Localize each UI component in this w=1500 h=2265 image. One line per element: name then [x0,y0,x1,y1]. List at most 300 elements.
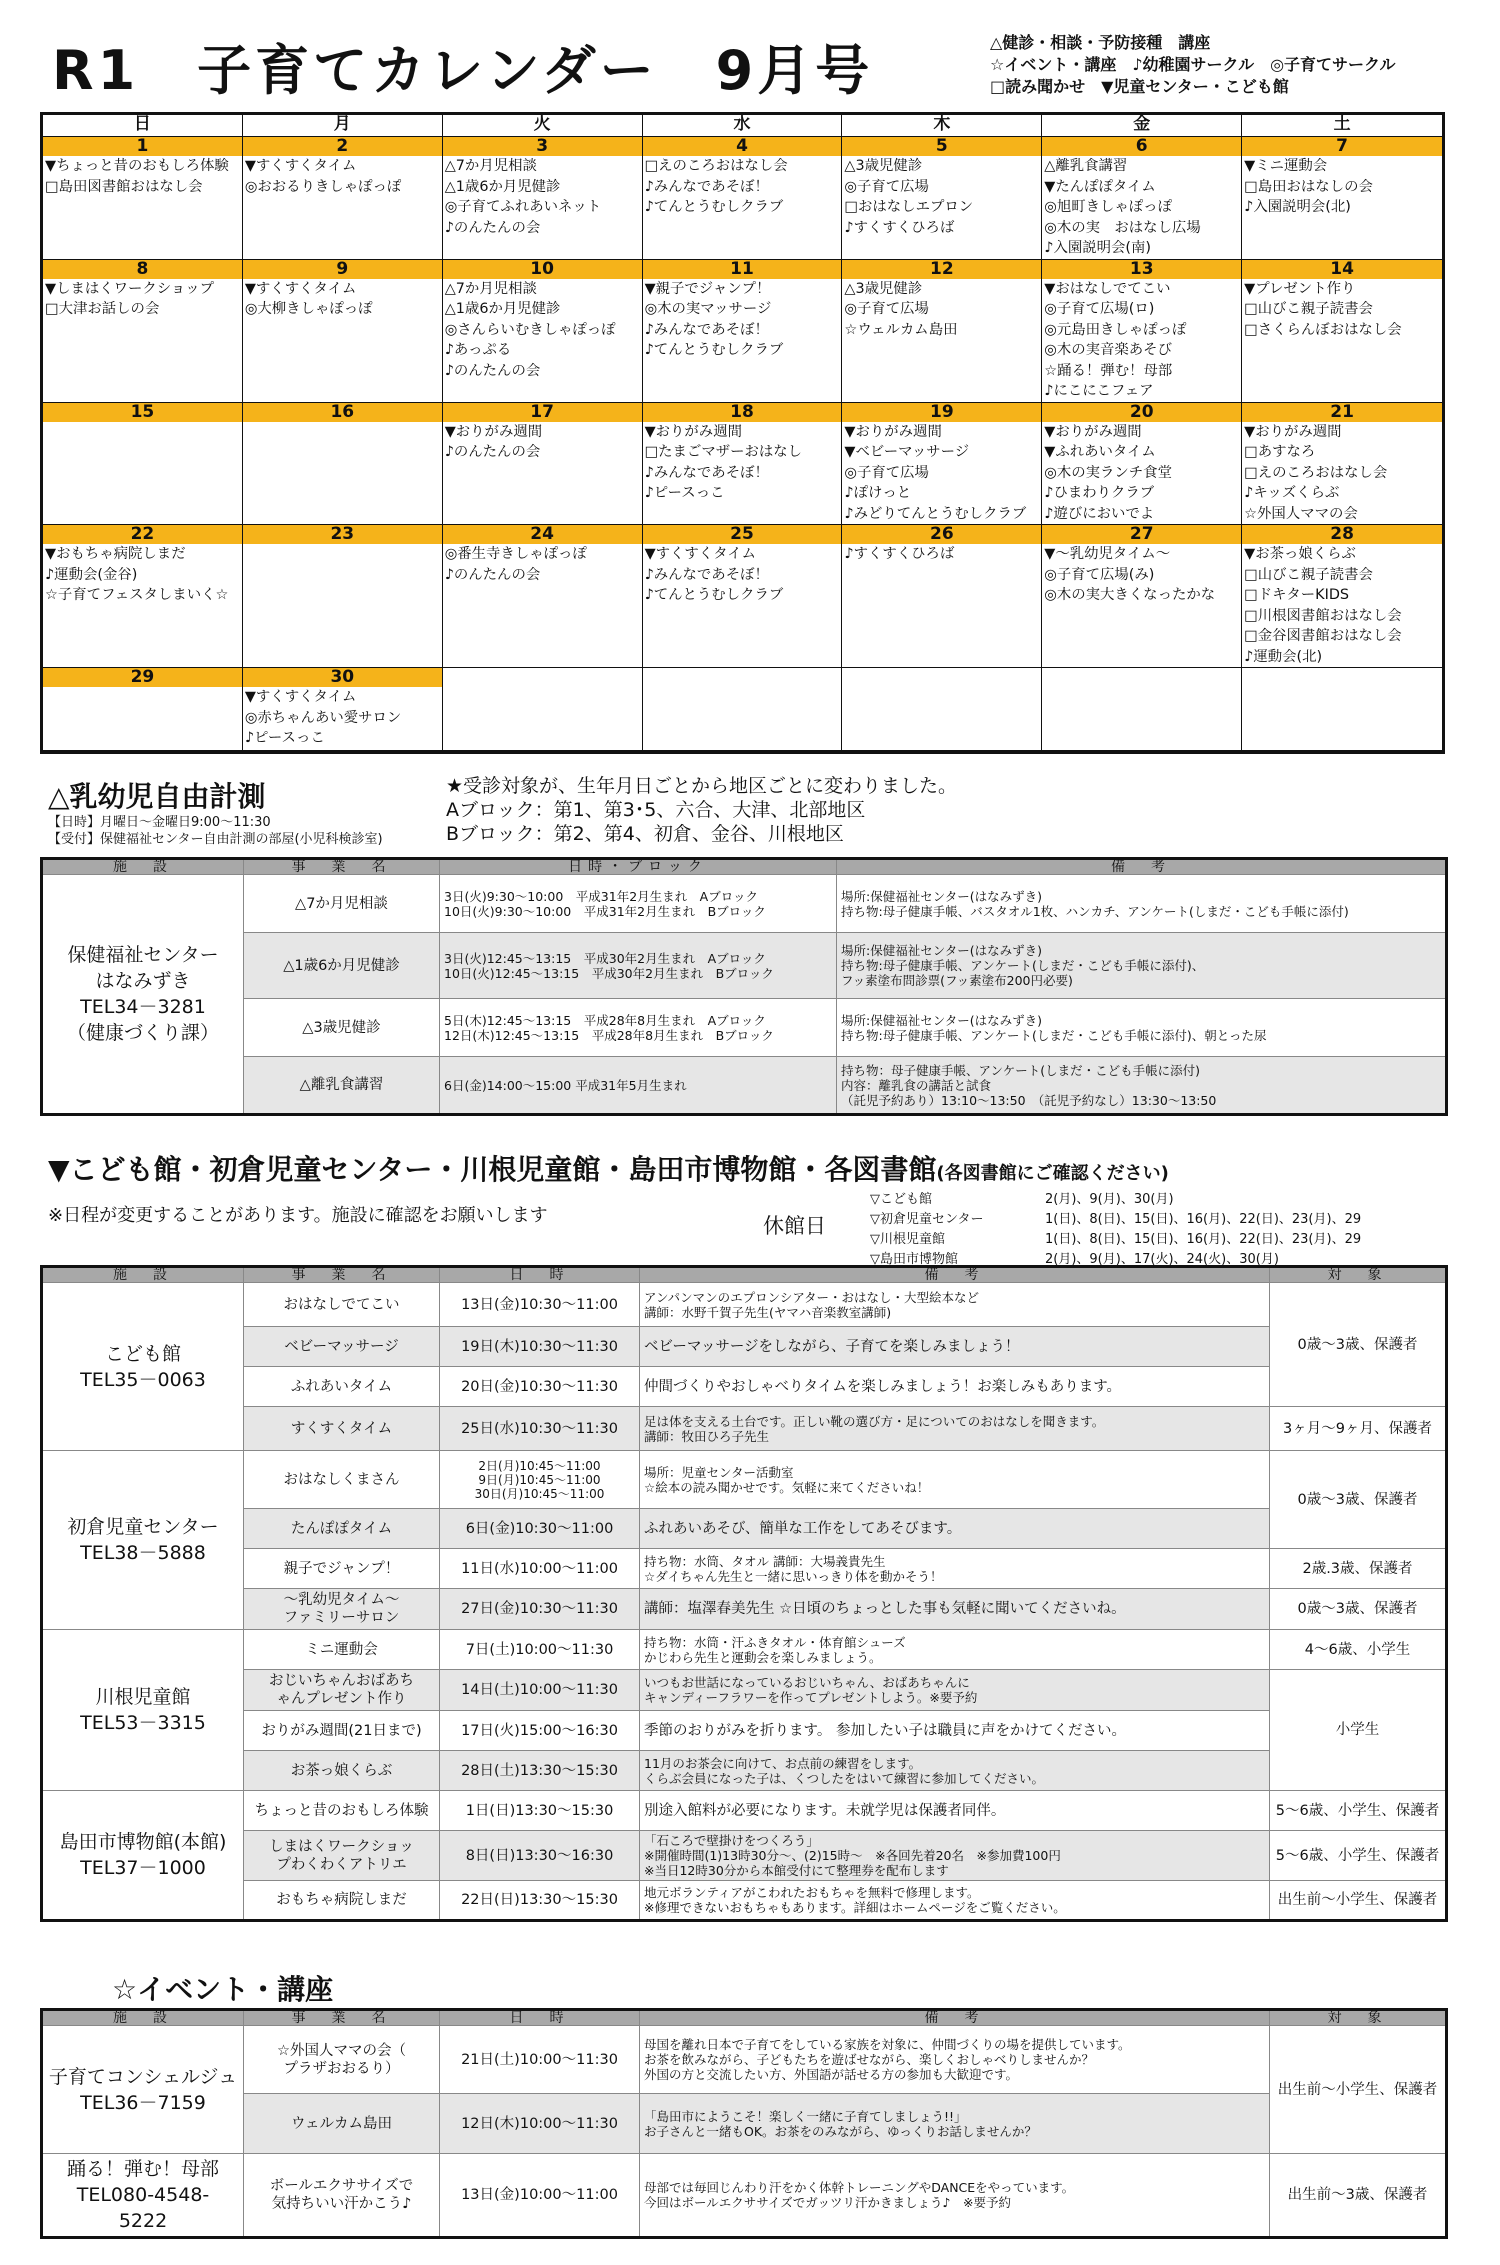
day-number: 9 [243,260,442,279]
target-cell: 0歳～3歳、保護者 [1270,1451,1447,1549]
closed-dates: 1(日)、8(日)、15(日)、16(月)、22(日)、23(月)、29 [1045,1232,1362,1247]
program-name [244,1589,440,1630]
program-name [244,1630,440,1670]
calendar-event: □さくらんぼおはなし会 [1244,321,1402,338]
calendar-event: ▼プレゼント作り [1244,280,1356,297]
calendar-event: ♪運動会(金谷) [45,566,138,583]
target-cell: 2歳.3歳、保護者 [1270,1549,1447,1589]
table-row [42,1711,1447,1751]
note-line: 内容：離乳食の講話と試食 [841,1077,992,1093]
calendar-event: ♪ピースっこ [244,730,325,746]
calendar-day [643,525,843,668]
program-dates [440,875,837,933]
calendar-event: ☆ウェルカム島田 [844,321,958,338]
program-note [640,1283,1270,1327]
facility-line: TEL53－3315 [80,1712,206,1734]
program-note [640,1881,1270,1921]
note-line: ※修理できないおもちゃもあります。詳細はホームページをご覧ください。 [644,1900,1066,1915]
name-line: ちょっと昔のおもしろ体験 [254,1802,429,1819]
program-notes [837,875,1447,933]
name-line: プラザおおるり） [283,2060,400,2077]
day-number: 11 [643,260,842,279]
column-header: 事 業 名 [244,1267,440,1283]
facility-line: TEL35－0063 [80,1368,206,1391]
name-line: ベビーマッサージ [284,1338,399,1355]
calendar-event: ▼すくすくタイム [244,280,357,297]
program-dates [440,999,837,1057]
program-notes [837,933,1447,999]
calendar-event: ♪にこにこフェア [1044,383,1154,399]
calendar-day [1042,137,1242,260]
calendar-event: ♪ぽけっと [844,485,912,501]
program-dates [440,1057,837,1115]
calendar-day [1242,403,1442,526]
calendar-day [43,403,243,526]
date-line: 1日(日)13:30～15:30 [465,1802,614,1819]
program-date [440,1407,640,1451]
calendar-event: ♪遊びにおいでよ [1044,505,1155,522]
day-number: 10 [443,260,642,279]
calendar-event: □川根図書館おはなし会 [1244,607,1402,624]
date-line: 28日(土)13:30～15:30 [461,1762,618,1779]
calendar-event: △離乳食講習 [1044,158,1128,174]
calendar-event: ▼お茶っ娘くらぶ [1244,546,1356,562]
calendar-event: ▼ミニ運動会 [1244,158,1328,174]
program-name: △3歳児健診 [244,999,440,1057]
calendar-event: ♪あっぷる [444,342,512,358]
target-cell: 小学生 [1270,1670,1447,1791]
note-line: くらぶ会員になった子は、くつしたをはいて練習に参加してください。 [644,1770,1045,1786]
calendar-event: ▼おりがみ週間 [1044,423,1142,440]
calendar-day [842,403,1042,526]
date-line: 10日(火)12:45～13:15 平成30年2月生まれ Bブロック [444,965,774,981]
calendar-event: ▼たんぽぽタイム [1044,178,1156,195]
day-number: 23 [243,525,442,544]
facilities-title [48,1148,1169,1188]
calendar-day [243,260,443,403]
calendar-day [643,403,843,526]
calendar-event: □たまごマザーおはなし [644,444,803,460]
calendar-event: ☆外国人ママの会 [1244,505,1358,522]
day-number: 24 [443,525,642,544]
date-line: 14日(土)10:00～11:30 [461,1682,618,1698]
calendar-event: ♪みんなであそぼ！ [644,566,769,583]
calendar-day [1042,403,1242,526]
date-line: 3日(火)12:45～13:15 平成30年2月生まれ Aブロック [444,950,766,966]
program-notes [837,999,1447,1057]
calendar-event: ♪てんとうむしクラブ [644,342,784,358]
note-line: 地元ボランティアがこわれたおもちゃを無料で修理します。 [644,1885,980,1900]
calendar-day [643,668,843,751]
note-line: ※当日12時30分から本館受付にて整理券を配布します [644,1863,949,1878]
calendar-day [1042,668,1242,751]
calendar-day [43,668,243,751]
facility-line: 子育てコンシェルジュ [48,2065,238,2088]
day-number: 16 [243,403,442,422]
program-date [440,2094,640,2154]
program-note [640,1831,1270,1881]
column-header: 施 設 [42,1267,244,1283]
program-date [440,1589,640,1630]
note-line: 母国を離れ日本で子育てをしている家族を対象に、仲間づくりの場を提供しています。 [644,2037,1131,2052]
infant-place: 【受付】保健福祉センター自由計測の部屋(小児科検診室) [48,832,383,847]
program-name: △7か月児相談 [244,875,440,933]
note-line: 母部では毎回じんわり汗をかく体幹トレーニングやDANCEをやっています。 [644,2180,1075,2195]
legend [990,32,1490,98]
calendar-event: □金谷図書館おはなし会 [1244,628,1402,644]
facility-line: 川根児童館 [95,1686,191,1708]
calendar-event: ▼～乳幼児タイム～ [1044,546,1171,562]
column-header: 対 象 [1270,2010,1447,2026]
calendar-event: ♪運動会(北) [1244,648,1323,665]
note-line: お茶を飲みながら、子どもたちを遊ばせながら、楽しくおしゃべりしませんか？ [644,2052,1095,2067]
name-line: ゃんプレゼント作り [276,1691,407,1707]
program-name [244,1711,440,1751]
day-number: 25 [643,525,842,544]
infant-notice [446,774,957,846]
program-name [244,1283,440,1327]
facility-cell [42,1630,244,1791]
calendar-event: ◎子育てふれあいネット [444,199,602,215]
closed-row [870,1230,1470,1250]
date-line: 2日(月)10:45～11:00 [478,1458,601,1473]
facility-line: はなみずき [95,970,191,992]
program-name [244,2154,440,2238]
infant-date: 【日時】月曜日～金曜日9:00～11:30 [48,815,271,830]
calendar-event: ◎元島田きしゃぽっぽ [1044,321,1187,338]
note-line: 持ち物:母子健康手帳、アンケート(しまだ・こども手帳に添付)、 [841,958,1205,973]
name-line: お茶っ娘くらぶ [290,1762,393,1779]
calendar-event: □大津お話しの会 [45,301,160,317]
column-header: 備 考 [640,2010,1270,2026]
note-line: 場所:保健福祉センター(はなみずき) [841,1012,1042,1028]
calendar-event: ◎大柳きしゃぽっぽ [244,301,373,317]
facility-line: （健康づくり課） [66,1022,219,1044]
program-name [244,1367,440,1407]
calendar-event: ♪キッズくらぶ [1244,485,1340,501]
calendar-event: ◎番生寺きしゃぽっぽ [444,546,587,562]
note-line: ☆ダイちゃん先生と一緒に思いっきり体を動かそう！ [644,1568,943,1584]
facility-cell [42,1451,244,1630]
day-number: 28 [1242,525,1442,544]
facility-line: 踊る！弾む！母部 [66,2158,219,2180]
day-number: 19 [842,403,1041,422]
name-line: おじいちゃんおばあち [269,1673,414,1689]
calendar-event: ▼すくすくタイム [644,546,757,562]
table-row [42,933,1447,999]
program-date [440,2026,640,2094]
program-date [440,1630,640,1670]
note-line: 足は体を支える土台です。正しい靴の選び方・足についてのおはなしを聞きます。 [644,1413,1105,1429]
target-cell: 5～6歳、小学生、保護者 [1270,1791,1447,1831]
day-number: 12 [842,260,1041,279]
table-row [42,1407,1447,1451]
calendar-event: ☆踊る！弾む！母部 [1044,362,1173,379]
target-cell: 4～6歳、小学生 [1270,1630,1447,1670]
facility-cell [42,2154,244,2238]
legend-line: △健診・相談・予防接種 講座 [990,33,1211,52]
date-line: 20日(金)10:30～11:30 [461,1378,618,1395]
calendar-event: □島田おはなしの会 [1244,178,1373,195]
note-line: 別途入館料が必要になります。未就学児は保護者同伴。 [644,1802,1006,1819]
calendar-event: ▼ふれあいタイム [1044,444,1156,460]
calendar-event: ▼おりがみ週間 [1244,423,1342,440]
calendar-day [842,260,1042,403]
calendar-event: ♪のんたんの会 [444,566,541,583]
program-note [640,1327,1270,1367]
note-line: ※開催時間(1)13時30分～、(2)15時～ ※各回先着20名 ※参加費100円 [644,1848,1061,1863]
program-date [440,1451,640,1509]
target-cell: 出生前～小学生、保護者 [1270,1881,1447,1921]
calendar-event: ♪みどりてんとうむしクラブ [844,505,1027,522]
legend-line: □読み聞かせ ▼児童センター・こども館 [990,77,1289,96]
calendar-event: ◎子育て広場 [844,301,929,317]
day-number: 14 [1242,260,1442,279]
closed-facility: ▽初倉児童センター [870,1212,984,1227]
column-header: 備 考 [837,859,1447,875]
day-number: 18 [643,403,842,422]
name-line: ボールエクササイズで [269,2178,414,2194]
table-row [42,2154,1447,2238]
program-note [640,2026,1270,2094]
program-name [244,1881,440,1921]
table-row [42,999,1447,1057]
note-line: ☆絵本の読み聞かせです。気軽に来てくださいね！ [644,1479,930,1495]
calendar-event: ▼おりがみ週間 [644,423,742,440]
target-cell: 5～6歳、小学生、保護者 [1270,1831,1447,1881]
calendar-event: ◎木の実マッサージ [644,301,772,317]
day-number: 13 [1042,260,1241,279]
note-line: キャンディーフラワーを作ってプレゼントしよう。※要予約 [644,1690,978,1705]
weekday-header: 土 [1242,115,1442,137]
calendar-event: ◎子育て広場(ロ) [1044,301,1155,317]
date-line: 11日(水)10:00～11:00 [461,1560,618,1577]
name-line: ファミリーサロン [283,1610,400,1626]
program-name [244,1549,440,1589]
calendar-event: ▼おりがみ週間 [444,423,543,440]
calendar-event: □えのころおはなし会 [1244,464,1388,481]
weekday-header: 日 [43,115,243,137]
note-line: かじわら先生と運動会を楽しみましょう。 [644,1649,882,1665]
name-line: プわくわくアトリエ [276,1856,407,1873]
table-row [42,1549,1447,1589]
calendar-event: □えのころおはなし会 [644,158,788,174]
calendar-event: △7か月児相談 [444,158,537,174]
program-name [244,1509,440,1549]
calendar-event: △3歳児健診 [844,280,923,297]
note-line: 「石ころで壁掛けをつくろう」 [644,1833,819,1848]
table-row [42,1057,1447,1115]
notice-line: ★受診対象が、生年月日ごとから地区ごとに変わりました。 [446,775,958,797]
note-line: 場所：児童センター活動室 [644,1464,794,1480]
calendar-event: △7か月児相談 [444,280,537,297]
calendar-day [443,260,643,403]
calendar-event: □島田図書館おはなし会 [45,178,203,195]
day-number: 2 [243,137,442,156]
calendar-event: ◎子育て広場 [844,464,929,481]
calendar-event: ♪みんなであそぼ！ [644,178,769,195]
day-number: 1 [43,137,242,156]
calendar-event: □あすなろ [1244,444,1316,460]
note-line: 持ち物：母子健康手帳、アンケート(しまだ・こども手帳に添付) [841,1062,1201,1078]
calendar-event: ♪のんたんの会 [444,219,541,236]
calendar-event: ◎子育て広場(み) [1044,566,1155,583]
calendar-event: ♪すくすくひろば [844,546,955,562]
program-date [440,1327,640,1367]
note-line: ふれあいあそび、簡単な工作をしてあそびます。 [644,1520,962,1537]
date-line: 13日(金)10:00～11:00 [461,2187,618,2203]
target-cell: 出生前～小学生、保護者 [1270,2026,1447,2154]
calendar-event: ▼しまはくワークショップ [45,280,215,297]
calendar-event: ◎子育て広場 [844,178,929,195]
infant-title: △乳幼児自由計測 [48,780,266,813]
date-line: 25日(水)10:30～11:30 [461,1420,618,1437]
calendar-event: □ドキターKIDS [1244,587,1350,603]
weekday-header: 金 [1042,115,1242,137]
calendar-day [643,260,843,403]
date-line: 6日(金)10:30～11:00 [465,1520,614,1537]
date-line: 8日(日)13:30～16:30 [465,1847,614,1864]
calendar-event: ♪のんたんの会 [444,362,541,379]
calendar-event: △1歳6か月児健診 [444,301,561,317]
day-number: 20 [1042,403,1241,422]
program-note [640,1630,1270,1670]
note-line: 持ち物:母子健康手帳、バスタオル1枚、ハンカチ、アンケート(しまだ・こども手帳に添付) [841,903,1349,919]
calendar-event: ♪すくすくひろば [844,219,955,236]
note-line: 講師：水野千賀子先生(ヤマハ音楽教室講師) [644,1304,892,1320]
day-number: 22 [43,525,242,544]
program-note [640,1451,1270,1509]
target-cell: 出生前～3歳、保護者 [1270,2154,1447,2238]
name-line: すくすくタイム [290,1420,393,1437]
calendar-day [43,525,243,668]
program-note [640,1751,1270,1791]
program-dates [440,933,837,999]
calendar-event: ◎さんらいむきしゃぽっぽ [444,321,616,338]
table-row [42,875,1447,933]
name-line: おはなしでてこい [283,1296,400,1313]
column-header: 施 設 [42,859,244,875]
calendar-event: ◎おおるりきしゃぽっぽ [244,178,402,195]
calendar-event: ♪のんたんの会 [444,444,541,460]
day-number: 5 [842,137,1041,156]
name-line: おもちゃ病院しまだ [276,1892,407,1908]
program-name [244,1670,440,1711]
calendar-day [43,260,243,403]
note-line: 持ち物：水筒・汗ふきタオル・体育館シューズ [644,1634,906,1650]
calendar-event: ▼すくすくタイム [244,689,357,705]
closed-facility: ▽島田市博物館 [870,1252,958,1267]
column-header: 事 業 名 [244,859,440,875]
note-line: 11月のお茶会に向けて、お点前の練習をします。 [644,1755,922,1771]
program-name: △1歳6か月児健診 [244,933,440,999]
table-row [42,1451,1447,1509]
note-line: ベビーマッサージをしながら、子育てを楽しみましょう！ [644,1338,1020,1355]
calendar-day [1242,668,1442,751]
date-line: 27日(金)10:30～11:30 [461,1601,618,1617]
table-row [42,1630,1447,1670]
day-number: 4 [643,137,842,156]
facility-table [40,1265,1448,1922]
day-number: 21 [1242,403,1442,422]
calendar-event: ◎木の実 おはなし広場 [1044,219,1201,236]
date-line: 12日(木)10:00～11:30 [461,2115,618,2132]
calendar-day [1242,525,1442,668]
facility-line: TEL34－3281 [80,996,206,1018]
program-date [440,1711,640,1751]
program-date [440,1831,640,1881]
program-notes [837,1057,1447,1115]
calendar-day [443,403,643,526]
table-row [42,1589,1447,1630]
note-line: 場所:保健福祉センター(はなみずき) [841,943,1042,958]
calendar-day [1242,137,1442,260]
name-line: 親子でジャンプ！ [283,1560,400,1577]
program-name [244,1791,440,1831]
notice-line: Bブロック：第2、第4、初倉、金谷、川根地区 [446,823,844,845]
program-date [440,2154,640,2238]
program-date [440,1509,640,1549]
table-row [42,1751,1447,1791]
day-number: 17 [443,403,642,422]
program-name [244,1831,440,1881]
calendar-event: ♪てんとうむしクラブ [644,587,784,603]
calendar-day [443,137,643,260]
calendar-day [43,137,243,260]
calendar-day [243,403,443,526]
date-line: 30日(月)10:45～11:00 [474,1486,605,1501]
column-header: 対 象 [1270,1267,1447,1283]
target-cell: 0歳～3歳、保護者 [1270,1283,1447,1407]
table-row [42,2026,1447,2094]
table-row [42,1509,1447,1549]
note-line: 仲間づくりやおしゃべりタイムを楽しみましょう！お楽しみもあります。 [644,1378,1122,1395]
calendar-event: △3歳児健診 [844,158,923,174]
weekday-header: 火 [443,115,643,137]
facility-line: 5222 [118,2210,168,2232]
program-name [244,1327,440,1367]
program-date [440,1670,640,1711]
program-name [244,2026,440,2094]
name-line: しまはくワークショッ [269,1838,414,1855]
program-note [640,1711,1270,1751]
calendar-event: ♪入園説明会(北) [1244,199,1351,215]
name-line: 気持ちいい汗かこう♪ [271,2196,412,2212]
date-line: 22日(日)13:30～15:30 [461,1892,618,1908]
legend-line: ☆イベント・講座 ♪幼稚園サークル ◎子育てサークル [990,55,1396,74]
facility-line: 初倉児童センター [67,1516,219,1538]
note-line: 講師：塩澤春美先生 ☆日頃のちょっとした事も気軽に聞いてくださいね。 [644,1601,1126,1617]
program-note [640,1509,1270,1549]
closed-row [870,1210,1470,1230]
program-note [640,1791,1270,1831]
name-line: おりがみ週間(21日まで) [261,1722,422,1739]
name-line: たんぽぽタイム [290,1520,393,1537]
calendar-event: ♪みんなであそぼ！ [644,464,769,481]
date-line: 7日(土)10:00～11:30 [465,1641,614,1658]
closed-facility: ▽こども館 [870,1192,932,1207]
calendar-event: □山びこ親子読書会 [1244,301,1373,317]
note-line: アンパンマンのエプロンシアター・おはなし・大型絵本など [644,1289,979,1305]
program-note [640,1670,1270,1711]
date-line: 6日(金)14:00～15:00 平成31年5月生まれ [444,1077,687,1093]
facility-line: TEL080-4548- [76,2184,210,2206]
calendar-day [842,137,1042,260]
facilities-notice: ※日程が変更することがあります。施設に確認をお願いします [48,1205,548,1226]
note-line: いつもお世話になっているおじいちゃん、おばあちゃんに [644,1675,970,1690]
name-line: おはなしくまさん [283,1471,400,1488]
facility-cell [42,1791,244,1921]
